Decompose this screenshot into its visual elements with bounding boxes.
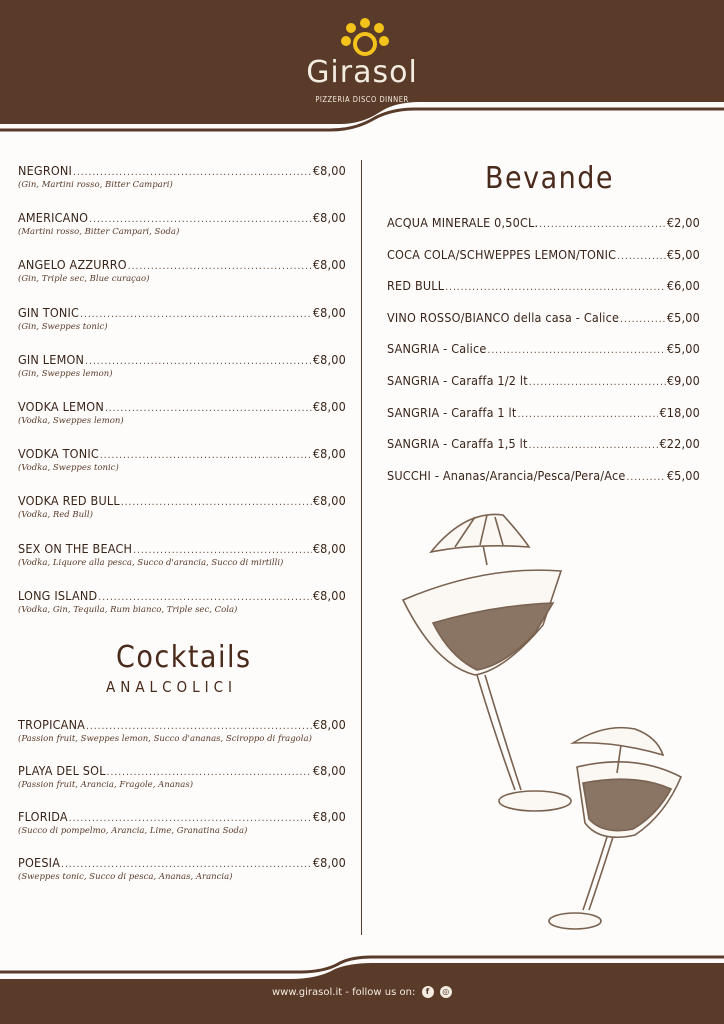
menu-item xyxy=(387,373,700,405)
menu-item xyxy=(18,163,346,210)
menu-item-ingredients: (Gin, Martini rosso, Bitter Campari) xyxy=(18,180,173,190)
menu-item-line xyxy=(18,493,346,508)
menu-item-price: €8,00 xyxy=(312,351,346,367)
menu-item-price: €6,00 xyxy=(666,278,700,294)
menu-item-price: €8,00 xyxy=(312,210,346,226)
menu-item xyxy=(18,257,346,304)
menu-item-price: €9,00 xyxy=(666,372,700,388)
cocktail-glasses-illustration xyxy=(395,505,695,945)
leader-dots xyxy=(98,588,311,603)
menu-item-price: €5,00 xyxy=(666,467,700,483)
leader-dots xyxy=(617,247,666,262)
footer-website[interactable]: www.girasol.it - follow us on: xyxy=(272,987,416,998)
leader-dots xyxy=(133,541,312,556)
menu-item xyxy=(387,278,700,310)
menu-item-name: AMERICANO xyxy=(18,210,89,226)
menu-item xyxy=(18,210,346,257)
leader-dots xyxy=(539,215,666,230)
menu-item xyxy=(18,588,346,635)
analcolici-list xyxy=(18,717,346,901)
brand-tagline: PIZZERIA DISCO DINNER xyxy=(315,95,409,104)
menu-item-name: ACQUA MINERALE 0,50CL. xyxy=(387,215,539,230)
menu-item-line xyxy=(18,305,346,320)
analcolici-title: Cocktails xyxy=(116,640,252,675)
menu-item-name: LONG ISLAND xyxy=(18,587,98,603)
menu-item xyxy=(387,310,700,342)
menu-item xyxy=(18,493,346,540)
menu-item-name: FLORIDA xyxy=(18,809,68,824)
menu-item xyxy=(18,763,346,809)
facebook-icon[interactable]: f xyxy=(422,986,434,998)
menu-item-name: TROPICANA xyxy=(18,717,86,732)
menu-item-price: €8,00 xyxy=(312,493,346,509)
leader-dots xyxy=(80,305,312,320)
leader-dots xyxy=(529,373,666,388)
leader-dots xyxy=(86,717,312,732)
leader-dots xyxy=(73,163,312,178)
menu-item-name: VINO ROSSO/BIANCO della casa - Calice xyxy=(387,309,620,325)
menu-item-line xyxy=(18,163,346,178)
menu-item-ingredients: (Martini rosso, Bitter Campari, Soda) xyxy=(18,227,180,238)
leader-dots xyxy=(445,278,666,293)
cocktails-list xyxy=(18,163,346,635)
menu-item-ingredients: (Vodka, Gin, Tequila, Rum bianco, Triple sec, Cola) xyxy=(18,604,238,615)
menu-item-ingredients: (Passion fruit, Arancia, Fragole, Ananas) xyxy=(18,780,194,790)
menu-item-price: €8,00 xyxy=(312,855,346,870)
leader-dots xyxy=(128,257,312,272)
menu-item-price: €8,00 xyxy=(312,257,346,273)
menu-item-name: SANGRIA - Caraffa 1 lt xyxy=(387,404,517,420)
menu-item xyxy=(387,247,700,279)
large-cocktail-glass-icon xyxy=(403,514,571,811)
menu-item-name: PLAYA DEL SOL xyxy=(18,763,106,778)
menu-item-name: SEX ON THE BEACH xyxy=(18,540,133,556)
menu-item-line xyxy=(387,215,700,230)
leader-dots xyxy=(518,405,659,420)
menu-item-name: NEGRONI xyxy=(18,163,73,178)
menu-item-ingredients: (Vodka, Sweppes lemon) xyxy=(18,415,124,426)
menu-item xyxy=(18,399,346,446)
menu-item-ingredients: (Gin, Triple sec, Blue curaçao) xyxy=(18,274,150,285)
leader-dots xyxy=(529,436,659,451)
menu-item-ingredients: (Passion fruit, Sweppes lemon, Succo d'ananas, Sciroppo di fragola) xyxy=(18,734,312,744)
menu-item-name: ANGELO AZZURRO xyxy=(18,257,127,273)
menu-item-line xyxy=(387,247,700,262)
menu-item-price: €8,00 xyxy=(312,304,346,320)
menu-item xyxy=(18,446,346,493)
menu-item xyxy=(387,436,700,468)
menu-item xyxy=(18,855,346,901)
menu-item-line xyxy=(387,278,700,293)
menu-item-price: €2,00 xyxy=(666,215,700,230)
bevande-list xyxy=(387,215,700,499)
analcolici-subtitle: ANALCOLICI xyxy=(106,678,238,696)
menu-item-price: €8,00 xyxy=(312,587,346,603)
menu-item-name: COCA COLA/SCHWEPPES LEMON/TONIC xyxy=(387,246,617,262)
small-cocktail-glass-icon xyxy=(549,728,681,929)
menu-item-name: POESIA xyxy=(18,855,61,870)
menu-item-ingredients: (Vodka, Sweppes tonic) xyxy=(18,463,119,474)
menu-item xyxy=(387,341,700,373)
menu-item xyxy=(387,405,700,437)
menu-item xyxy=(387,468,700,500)
bevande-title: Bevande xyxy=(485,161,614,196)
menu-item-line xyxy=(387,436,700,451)
menu-item-price: €8,00 xyxy=(312,398,346,414)
menu-item-price: €5,00 xyxy=(666,309,700,325)
leader-dots xyxy=(85,352,312,367)
menu-item-name: SANGRIA - Caraffa 1,5 lt xyxy=(387,436,528,452)
menu-item-price: €5,00 xyxy=(666,246,700,262)
menu-item-name: RED BULL xyxy=(387,278,445,294)
menu-item xyxy=(18,717,346,763)
menu-item-line xyxy=(18,763,346,778)
menu-item xyxy=(18,541,346,588)
leader-dots xyxy=(620,310,666,325)
menu-item-line xyxy=(387,310,700,325)
menu-item-price: €8,00 xyxy=(312,163,346,178)
leader-dots xyxy=(488,341,666,356)
menu-item-ingredients: (Vodka, Liquore alla pesca, Succo d'arancia, Succo di mirtilli) xyxy=(18,557,284,568)
leader-dots xyxy=(105,399,312,414)
menu-item-name: SANGRIA - Caraffa 1/2 lt xyxy=(387,372,528,388)
menu-item-name: VODKA LEMON xyxy=(18,398,104,414)
menu-item-line xyxy=(387,341,700,356)
menu-item-line xyxy=(18,541,346,556)
leader-dots xyxy=(61,855,312,870)
menu-item-line xyxy=(387,373,700,388)
menu-item-line xyxy=(18,446,346,461)
menu-item-name: VODKA RED BULL xyxy=(18,493,120,509)
menu-item xyxy=(18,305,346,352)
footer-text xyxy=(272,986,452,998)
menu-item-price: €8,00 xyxy=(312,809,346,824)
menu-item-line xyxy=(18,809,346,824)
menu-item-ingredients: (Vodka, Red Bull) xyxy=(18,510,93,521)
leader-dots xyxy=(121,493,312,508)
menu-item-name: GIN TONIC xyxy=(18,304,80,320)
menu-item-name: SUCCHI - Ananas/Arancia/Pesca/Pera/Ace xyxy=(387,467,626,483)
menu-item-ingredients: (Gin, Sweppes lemon) xyxy=(18,368,113,379)
leader-dots xyxy=(100,446,312,461)
menu-item-price: €8,00 xyxy=(312,446,346,462)
leader-dots xyxy=(626,468,665,483)
menu-item-line xyxy=(18,399,346,414)
leader-dots xyxy=(107,763,312,778)
menu-item-price: €8,00 xyxy=(312,540,346,556)
menu-item-line xyxy=(18,588,346,603)
menu-item xyxy=(18,809,346,855)
menu-item-price: €18,00 xyxy=(659,404,700,420)
column-divider xyxy=(361,160,362,935)
menu-item-price: €8,00 xyxy=(312,763,346,778)
menu-item-line xyxy=(18,855,346,870)
menu-item xyxy=(387,215,700,247)
leader-dots xyxy=(69,809,312,824)
menu-item-name: GIN LEMON xyxy=(18,351,85,367)
menu-item-line xyxy=(18,257,346,272)
instagram-icon[interactable]: ◎ xyxy=(440,986,452,998)
menu-item-line xyxy=(18,352,346,367)
menu-item-ingredients: (Gin, Sweppes tonic) xyxy=(18,321,108,332)
menu-item xyxy=(18,352,346,399)
menu-item-line xyxy=(18,210,346,225)
menu-item-price: €5,00 xyxy=(666,341,700,357)
menu-item-line xyxy=(387,468,700,483)
menu-item-ingredients: (Succo di pompelmo, Arancia, Lime, Granatina Soda) xyxy=(18,826,248,836)
leader-dots xyxy=(89,210,312,225)
menu-item-name: SANGRIA - Calice xyxy=(387,341,487,357)
menu-item-price: €8,00 xyxy=(312,717,346,732)
menu-item-line xyxy=(18,717,346,732)
menu-item-line xyxy=(387,405,700,420)
menu-item-ingredients: (Sweppes tonic, Succo di pesca, Ananas, Arancia) xyxy=(18,872,233,882)
menu-item-name: VODKA TONIC xyxy=(18,446,99,462)
brand-name: Girasol xyxy=(306,55,418,90)
menu-item-price: €22,00 xyxy=(659,436,700,452)
